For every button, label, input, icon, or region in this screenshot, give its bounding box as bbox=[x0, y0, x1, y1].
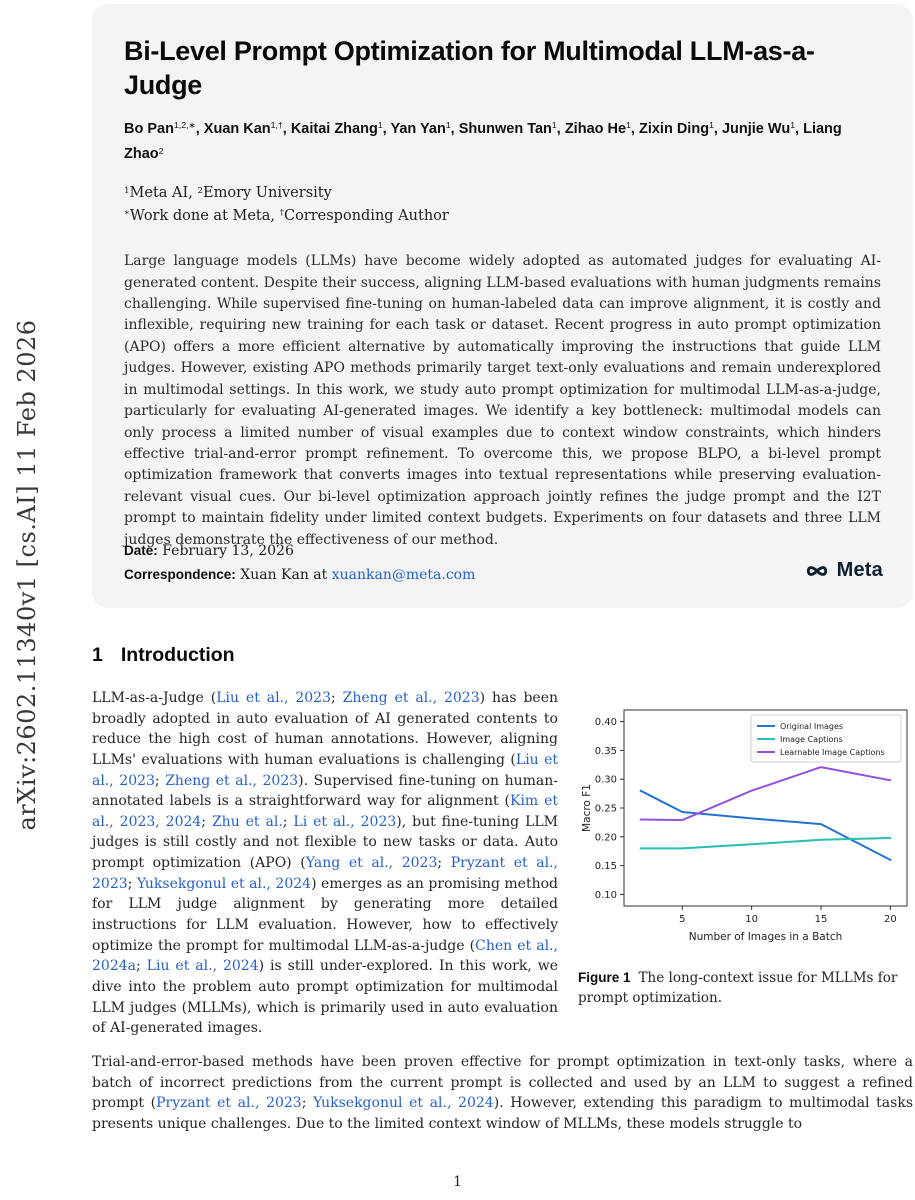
text-run: ; bbox=[135, 958, 147, 975]
superscript: ∗ bbox=[124, 208, 130, 219]
citation-link[interactable]: Liu et al., 2024 bbox=[146, 958, 259, 975]
text-run: ) emerges as an promising method for LLM judge alignment by generating more detailed instructions for LLM evaluation. However, how to effectively optimize the prompt for multimodal LLM-as-a-judge ( bbox=[92, 875, 559, 954]
email-link[interactable]: xuankan@meta.com bbox=[331, 567, 476, 584]
date-line bbox=[124, 540, 475, 564]
figure1-chart-svg bbox=[578, 700, 915, 948]
meta-block bbox=[124, 540, 475, 588]
citation-link[interactable]: Liu et al., 2023 bbox=[92, 751, 559, 789]
text-run: Shunwen Tan bbox=[458, 120, 552, 137]
text-run: Yan Yan bbox=[390, 120, 446, 137]
author-notes bbox=[124, 205, 881, 227]
text-run: Junjie Wu bbox=[721, 120, 791, 137]
svg-text:5: 5 bbox=[679, 914, 686, 925]
correspondence-label: Correspondence: bbox=[124, 567, 236, 583]
affiliations bbox=[124, 182, 881, 204]
author-list bbox=[124, 117, 881, 168]
citation-link[interactable]: Chen et al., 2024a bbox=[92, 937, 558, 975]
text-run: Liang Zhao bbox=[124, 120, 842, 162]
superscript: 1 bbox=[124, 185, 130, 196]
text-run: , bbox=[630, 120, 639, 137]
citation-link[interactable]: Zheng et al., 2023 bbox=[165, 772, 299, 789]
text-run: Zixin Ding bbox=[638, 120, 710, 137]
text-run: ; bbox=[127, 875, 137, 892]
svg-text:10: 10 bbox=[745, 914, 758, 925]
text-run: , bbox=[713, 120, 722, 137]
section-heading-introduction bbox=[92, 644, 235, 667]
superscript: 2 bbox=[158, 145, 164, 156]
text-run: ) has been broadly adopted in auto evaluation of AI generated contents to reduce the high cost of human annotations. However, aligning LLMs' evaluations with human evaluations is challenging ( bbox=[92, 690, 558, 768]
svg-text:0.40: 0.40 bbox=[594, 717, 617, 729]
text-run: , bbox=[795, 120, 804, 137]
arxiv-watermark: arXiv:2602.11340v1 [cs.AI] 11 Feb 2026 bbox=[13, 319, 41, 831]
superscript: 1,† bbox=[270, 120, 283, 131]
citation-link[interactable]: Yuksekgonul et al., 2024 bbox=[136, 875, 312, 892]
meta-logo-text: Meta bbox=[836, 559, 883, 581]
svg-text:0.10: 0.10 bbox=[594, 889, 617, 901]
svg-text:Macro F1: Macro F1 bbox=[581, 784, 593, 832]
svg-text:Learnable Image Captions: Learnable Image Captions bbox=[780, 748, 885, 757]
citation-link[interactable]: Yuksekgonul et al., 2024 bbox=[313, 1095, 494, 1112]
svg-text:Number of Images in a Batch: Number of Images in a Batch bbox=[688, 931, 843, 943]
meta-logo bbox=[800, 559, 883, 582]
text-run: Kaitai Zhang bbox=[290, 120, 378, 137]
text-run: Emory University bbox=[203, 185, 332, 202]
text-run: , bbox=[382, 120, 391, 137]
citation-link[interactable]: Yang et al., 2023 bbox=[305, 855, 438, 872]
text-run: Figure 1 bbox=[578, 970, 631, 985]
text-run: ; bbox=[301, 1095, 314, 1112]
text-run: Xuan Kan bbox=[203, 120, 271, 137]
section-number: 1 bbox=[92, 644, 103, 666]
svg-text:20: 20 bbox=[883, 914, 897, 925]
svg-text:0.15: 0.15 bbox=[594, 861, 617, 873]
correspondence-line bbox=[124, 564, 475, 588]
citation-link[interactable]: Kim et al., 2023, 2024 bbox=[92, 793, 558, 830]
citation-link[interactable]: Liu et al., 2023 bbox=[216, 690, 331, 706]
superscript: 1 bbox=[551, 120, 557, 131]
svg-text:15: 15 bbox=[814, 914, 828, 925]
text-run: ; bbox=[331, 690, 343, 706]
section-title: Introduction bbox=[120, 644, 235, 666]
superscript: 1,2,∗ bbox=[173, 120, 196, 131]
citation-link[interactable]: Pryzant et al., 2023 bbox=[156, 1095, 302, 1112]
text-run: ; bbox=[154, 772, 166, 789]
abstract: Large language models (LLMs) have become widely adopted as automated judges for evaluating AI-generated content. Despite their success, aligning LLM-based evaluations with human judgments remains challenging. While supervised fine-tuning on human-labeled data can improve alignment, it is costly and inflexible, requiring new training for each task or dataset. Recent progress in auto prompt optimization (APO) offers a more efficient alternative by automatically improving the instructions that guide LLM judges. However, existing APO methods primarily target text-only evaluations and remain underexplored in multimodal settings. In this work, we study auto prompt optimization for multimodal LLM-as-a-judge, particularly for evaluating AI-generated images. We identify a key bottleneck: multimodal models can only process a limited number of visual examples due to context window constraints, which hinders effective trial-and-error prompt refinement. To overcome this, we propose BLPO, a bi-level prompt optimization framework that converts images into textual representations while preserving evaluation-relevant visual cues. Our bi-level optimization approach jointly refines the judge prompt and the I2T prompt to maintain fidelity under limited context budgets. Experiments on four datasets and three LLM judges demonstrate the effectiveness of our method. bbox=[124, 253, 881, 548]
superscript: 1 bbox=[709, 120, 714, 131]
text-run: , bbox=[282, 120, 291, 137]
text-run: Zihao He bbox=[564, 120, 627, 137]
text-run: ) is still under-explored. In this work, we dive into the problem auto prompt optimization for multimodal LLM judges (MLLMs), which is primarily used in auto evaluation of AI-generated images. bbox=[92, 958, 558, 1037]
text-run: ; bbox=[282, 813, 294, 830]
text-run: , bbox=[556, 120, 565, 137]
date-value: February 13, 2026 bbox=[162, 543, 294, 560]
text-run: , bbox=[450, 120, 459, 137]
meta-infinity-icon bbox=[800, 560, 834, 582]
citation-link[interactable]: Pryzant et al., 2023 bbox=[92, 855, 558, 892]
page-number: 1 bbox=[453, 1174, 462, 1190]
svg-text:Image Captions: Image Captions bbox=[780, 735, 843, 744]
text-run: ). However, extending this paradigm to multimodal tasks presents unique challenges. Due to the limited context window of MLLMs, these models struggle to bbox=[92, 1095, 914, 1132]
text-run: , bbox=[195, 120, 204, 137]
intro-paragraph bbox=[92, 688, 558, 1039]
figure1-caption bbox=[578, 968, 910, 1009]
text-run: Meta AI, bbox=[129, 185, 198, 202]
superscript: 1 bbox=[790, 120, 796, 131]
body-paragraph bbox=[92, 1052, 913, 1134]
svg-text:0.30: 0.30 bbox=[594, 774, 617, 786]
superscript: † bbox=[279, 208, 284, 219]
svg-text:0.25: 0.25 bbox=[594, 803, 617, 815]
svg-text:0.35: 0.35 bbox=[594, 745, 617, 757]
text-run: LLM-as-a-Judge ( bbox=[92, 690, 217, 706]
svg-text:0.20: 0.20 bbox=[594, 832, 617, 844]
text-run: Xuan Kan at bbox=[240, 567, 332, 584]
text-run: ). Supervised fine-tuning on human-annotated labels is a straightforward way for alignment ( bbox=[92, 772, 558, 810]
text-run: ; bbox=[437, 855, 451, 872]
citation-link[interactable]: Zhu et al. bbox=[211, 813, 283, 830]
figure-1 bbox=[578, 700, 915, 1009]
superscript: 1 bbox=[445, 120, 451, 131]
text-run: Bo Pan bbox=[124, 120, 174, 137]
citation-link[interactable]: Zheng et al., 2023 bbox=[342, 690, 480, 706]
svg-text:Original Images: Original Images bbox=[780, 722, 844, 731]
citation-link[interactable]: Li et al., 2023 bbox=[293, 813, 397, 830]
text-run: Work done at Meta, bbox=[129, 207, 280, 224]
superscript: 1 bbox=[377, 120, 383, 131]
text-run: ), but fine-tuning LLM judges is still costly and not flexible to new tasks or data. Auto prompt optimization (APO) ( bbox=[92, 813, 558, 872]
superscript: 1 bbox=[626, 120, 631, 131]
date-label: Date: bbox=[124, 543, 158, 559]
paper-title: Bi-Level Prompt Optimization for Multimodal LLM-as-a-Judge bbox=[124, 36, 815, 101]
text-run: ; bbox=[201, 813, 212, 830]
text-run: Corresponding Author bbox=[283, 207, 449, 224]
figure1-chart bbox=[578, 700, 915, 952]
text-run: Trial-and-error-based methods have been proven effective for prompt optimization in text-only tasks, where a batch of incorrect predictions from the current prompt is collected and used by an LLM to suggest a refined prompt ( bbox=[92, 1054, 913, 1112]
text-run: The long-context issue for MLLMs for prompt optimization. bbox=[578, 970, 898, 1007]
correspondence-value bbox=[240, 567, 475, 583]
header-card bbox=[92, 4, 913, 608]
superscript: 2 bbox=[197, 185, 203, 196]
